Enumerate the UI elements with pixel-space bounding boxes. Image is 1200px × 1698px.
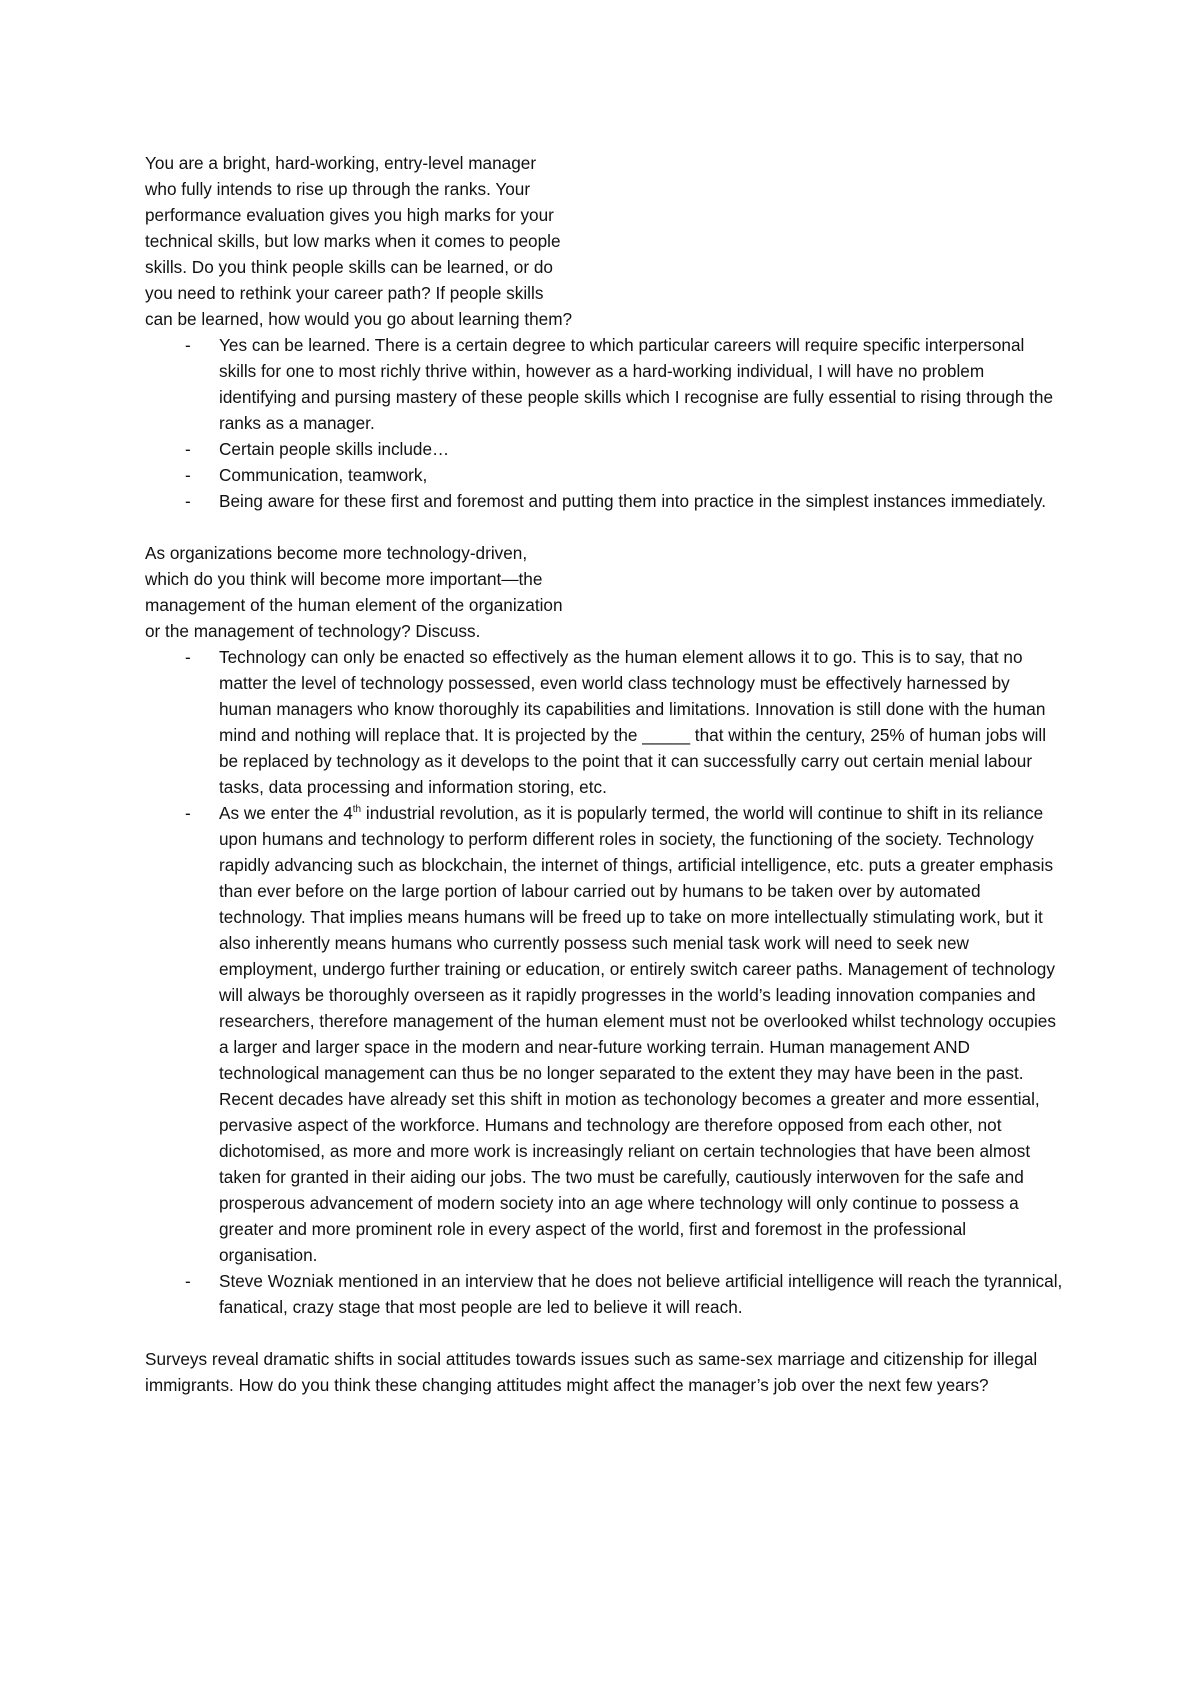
question-2 — [145, 540, 1065, 644]
answer-text-start: As we enter the 4 — [219, 803, 353, 823]
spacer — [145, 1320, 1065, 1346]
question-line: management of the human element of the organization — [145, 595, 563, 615]
answer-text: Steve Wozniak mentioned in an interview that he does not believe artificial intelligence will reach the tyrannical, fanatical, crazy stage that most people are led to believe it will reach. — [219, 1271, 1063, 1317]
superscript: th — [352, 804, 362, 815]
answer-text: Being aware for these first and foremost and putting them into practice in the simplest instances immediately. — [219, 491, 1046, 511]
bullet-dash: - — [185, 465, 191, 485]
question-line: technical skills, but low marks when it comes to people — [145, 231, 561, 251]
answer-item — [145, 332, 1065, 436]
answer-list-2 — [145, 644, 1065, 1320]
answer-item — [145, 1268, 1065, 1320]
question-line: skills. Do you think people skills can be learned, or do — [145, 257, 553, 277]
answer-item — [145, 488, 1065, 514]
question-1 — [145, 150, 1065, 332]
question-line: you need to rethink your career path? If people skills — [145, 283, 544, 303]
question-line: which do you think will become more important—the — [145, 569, 543, 589]
question-line: or the management of technology? Discuss. — [145, 621, 481, 641]
answer-text: Certain people skills include… — [219, 439, 450, 459]
bullet-dash: - — [185, 647, 191, 667]
answer-text: Communication, teamwork, — [219, 465, 428, 485]
question-3: Surveys reveal dramatic shifts in social attitudes towards issues such as same-sex marriage and citizenship for illegal immigrants. How do you think these changing attitudes might affect the manager’s job over the next few years? — [145, 1349, 1038, 1395]
answer-text: Yes can be learned. There is a certain degree to which particular careers will require specific interpersonal skills for one to most richly thrive within, however as a hard-working individual, I will have no problem identifying and pursing mastery of these people skills which I recognise are fully essential to rising through the ranks as a manager. — [219, 335, 1054, 433]
question-line: You are a bright, hard-working, entry-level manager — [145, 153, 537, 173]
answer-text-rest: industrial revolution, as it is popularly termed, the world will continue to shift in its reliance upon humans and technology to perform different roles in society, the functioning of the society. Technology rapidly advancing such as blockchain, the internet of things, artificial intelligence, etc. puts a greater emphasis than ever before on the large portion of labour carried out by humans to be taken over by automated technology. That implies means humans will be freed up to take on more intellectually stimulating work, but it also inherently means humans who currently possess such menial task work will need to seek new employment, undergo further training or education, or entirely switch career paths. Management of technology will always be thoroughly overseen as it rapidly progresses in the world’s leading innovation companies and researchers, therefore management of the human element must not be overlooked whilst technology occupies a larger and larger space in the modern and near-future working terrain. Human management AND technological management can thus be no longer separated to the extent they may have been in the past. Recent decades have already set this shift in motion as techonology becomes a greater and more essential, pervasive aspect of the workforce. Humans and technology are therefore opposed from each other, not dichotomised, as more and more work is increasingly reliant on certain technologies that have been almost taken for granted in their aiding our jobs. The two must be carefully, cautiously interwoven for the safe and prosperous advancement of modern society into an age where technology will only continue to possess a greater and more prominent role in every aspect of the world, first and foremost in the professional organisation. — [219, 803, 1056, 1265]
bullet-dash: - — [185, 1271, 191, 1291]
answer-text: Technology can only be enacted so effectively as the human element allows it to go. This is to say, that no matter the level of technology possessed, even world class technology must be effectively harnessed by human managers who know thoroughly its capabilities and limitations. Innovation is still done with the human mind and nothing will replace that. It is projected by the _____ that within the century, 25% of human jobs will be replaced by technology as it develops to the point that it can successfully carry out certain menial labour tasks, data processing and information storing, etc. — [219, 647, 1047, 797]
question-line: As organizations become more technology-driven, — [145, 543, 528, 563]
question-line: who fully intends to rise up through the ranks. Your — [145, 179, 531, 199]
answer-item — [145, 800, 1065, 1268]
answer-item — [145, 644, 1065, 800]
answer-item — [145, 462, 1065, 488]
bullet-dash: - — [185, 335, 191, 355]
answer-item — [145, 436, 1065, 462]
document-body — [145, 150, 1065, 1398]
bullet-dash: - — [185, 803, 191, 823]
answer-list-1 — [145, 332, 1065, 514]
question-line: performance evaluation gives you high marks for your — [145, 205, 554, 225]
spacer — [145, 514, 1065, 540]
question-line: can be learned, how would you go about learning them? — [145, 309, 573, 329]
bullet-dash: - — [185, 439, 191, 459]
bullet-dash: - — [185, 491, 191, 511]
